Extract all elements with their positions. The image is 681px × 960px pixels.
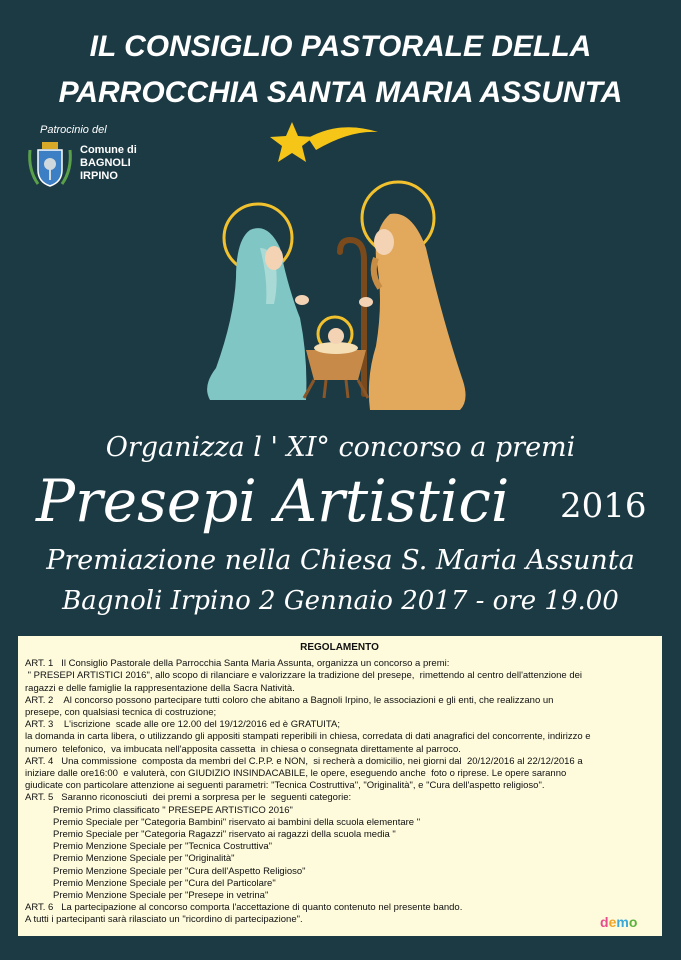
star-icon xyxy=(270,122,314,162)
reg-line: ART. 5 Saranno riconosciuti dei premi a sorpresa per le seguenti categorie: xyxy=(25,792,352,804)
prize-item: Premio Primo classificato " PRESEPE ARTISTICO 2016" xyxy=(53,804,293,816)
comune-crest-icon xyxy=(24,140,76,192)
comune-line-2: BAGNOLI xyxy=(80,157,131,169)
reg-line: ART. 1 Il Consiglio Pastorale della Parrocchia Santa Maria Assunta, organizza un concorso a premi: xyxy=(25,658,450,670)
title-line-2: PARROCCHIA SANTA MARIA ASSUNTA xyxy=(58,76,623,109)
logo-letter: e xyxy=(608,914,617,930)
event-title: Presepi Artistici xyxy=(36,467,510,535)
prize-item: Premio Menzione Speciale per "Originalità" xyxy=(53,853,235,865)
prize-item: Premio Speciale per "Categoria Ragazzi" riservato ai ragazzi della scuola media " xyxy=(53,829,396,841)
comune-name xyxy=(80,144,137,183)
logo-letter: o xyxy=(628,914,638,930)
comune-line-1: Comune di xyxy=(80,144,137,156)
reg-line: " PRESEPI ARTISTICI 2016", allo scopo di rilanciare e valorizzare la tradizione del presepe, rimettendo al centro dell'attenzione dei xyxy=(25,670,583,682)
reg-line: numero telefonico, va imbucata nell'apposita cassetta in chiesa o consegnata direttamente al parroco. xyxy=(25,743,461,755)
reg-line: la domanda in carta libera, o utilizzando gli appositi stampati reperibili in chiesa, corredata di dati anagrafici del concorrente, indirizzo e xyxy=(25,731,591,743)
prize-item: Premio Menzione Speciale per "Tecnica Costruttiva" xyxy=(53,841,273,853)
event-title-row xyxy=(0,468,681,538)
logo-letter: d xyxy=(600,914,609,930)
reg-line: iniziare dalle ore16:00 e valuterà, con GIUDIZIO INSINDACABILE, le opere, eseguendo anche foto o riprese. Le opere saranno xyxy=(25,768,567,780)
demo-logo xyxy=(600,914,637,930)
nativity-illustration xyxy=(180,118,500,418)
prize-item: Premio Menzione Speciale per "Presepe in vetrina" xyxy=(53,890,269,902)
reg-line: ART. 4 Una commissione composta da membri del C.P.P. e NON, si recherà a domicilio, nei giorni dal 20/12/2016 al 22/12/2016 a xyxy=(25,755,583,767)
regulations-box xyxy=(18,636,662,936)
organizer-line: Organizza l ' XI° concorso a premi xyxy=(105,432,576,463)
logo-letter: m xyxy=(616,914,629,930)
date-place-line: Bagnoli Irpino 2 Gennaio 2017 - ore 19.00 xyxy=(62,586,619,616)
reg-line: presepe, con qualsiasi tecnica di costruzione; xyxy=(25,707,217,719)
event-year: 2016 xyxy=(560,486,647,526)
title-line-1: IL CONSIGLIO PASTORALE DELLA xyxy=(89,30,592,63)
prize-item: Premio Speciale per "Categoria Bambini" riservato ai bambini della scuola elementare " xyxy=(53,816,421,828)
reg-line: giudicate con particolare attenzione ai seguenti parametri: "Tecnica Costruttiva", "Originalità", e "Cura dell'aspetto religioso". xyxy=(25,780,545,792)
patronage-label: Patrocinio del xyxy=(40,124,107,136)
manger-icon xyxy=(306,350,366,380)
reg-line: ART. 6 La partecipazione al concorso comporta l'accettazione di quanto contenuto nel presente bando. xyxy=(25,902,463,914)
reg-line: ragazzi e delle famiglie la rappresentazione della Sacra Natività. xyxy=(25,682,295,694)
mary-figure-icon xyxy=(207,228,306,400)
prize-item: Premio Menzione Speciale per "Cura del Particolare" xyxy=(53,877,276,889)
reg-line: ART. 2 Al concorso possono partecipare tutti coloro che abitano a Bagnoli Irpino, le associazioni e gli enti, che realizzano un xyxy=(25,694,554,706)
comune-line-3: IRPINO xyxy=(80,170,118,182)
reg-line: A tutti i partecipanti sarà rilasciato un "ricordino di partecipazione". xyxy=(25,914,303,926)
regulations-title: REGOLAMENTO xyxy=(300,642,379,653)
award-ceremony-line: Premiazione nella Chiesa S. Maria Assunta xyxy=(46,545,635,576)
comet-tail-icon xyxy=(308,127,378,150)
reg-line: ART. 3 L'iscrizione scade alle ore 12.00 del 19/12/2016 ed è GRATUITA; xyxy=(25,719,340,731)
prize-item: Premio Menzione Speciale per "Cura dell'Aspetto Religioso" xyxy=(53,865,306,877)
